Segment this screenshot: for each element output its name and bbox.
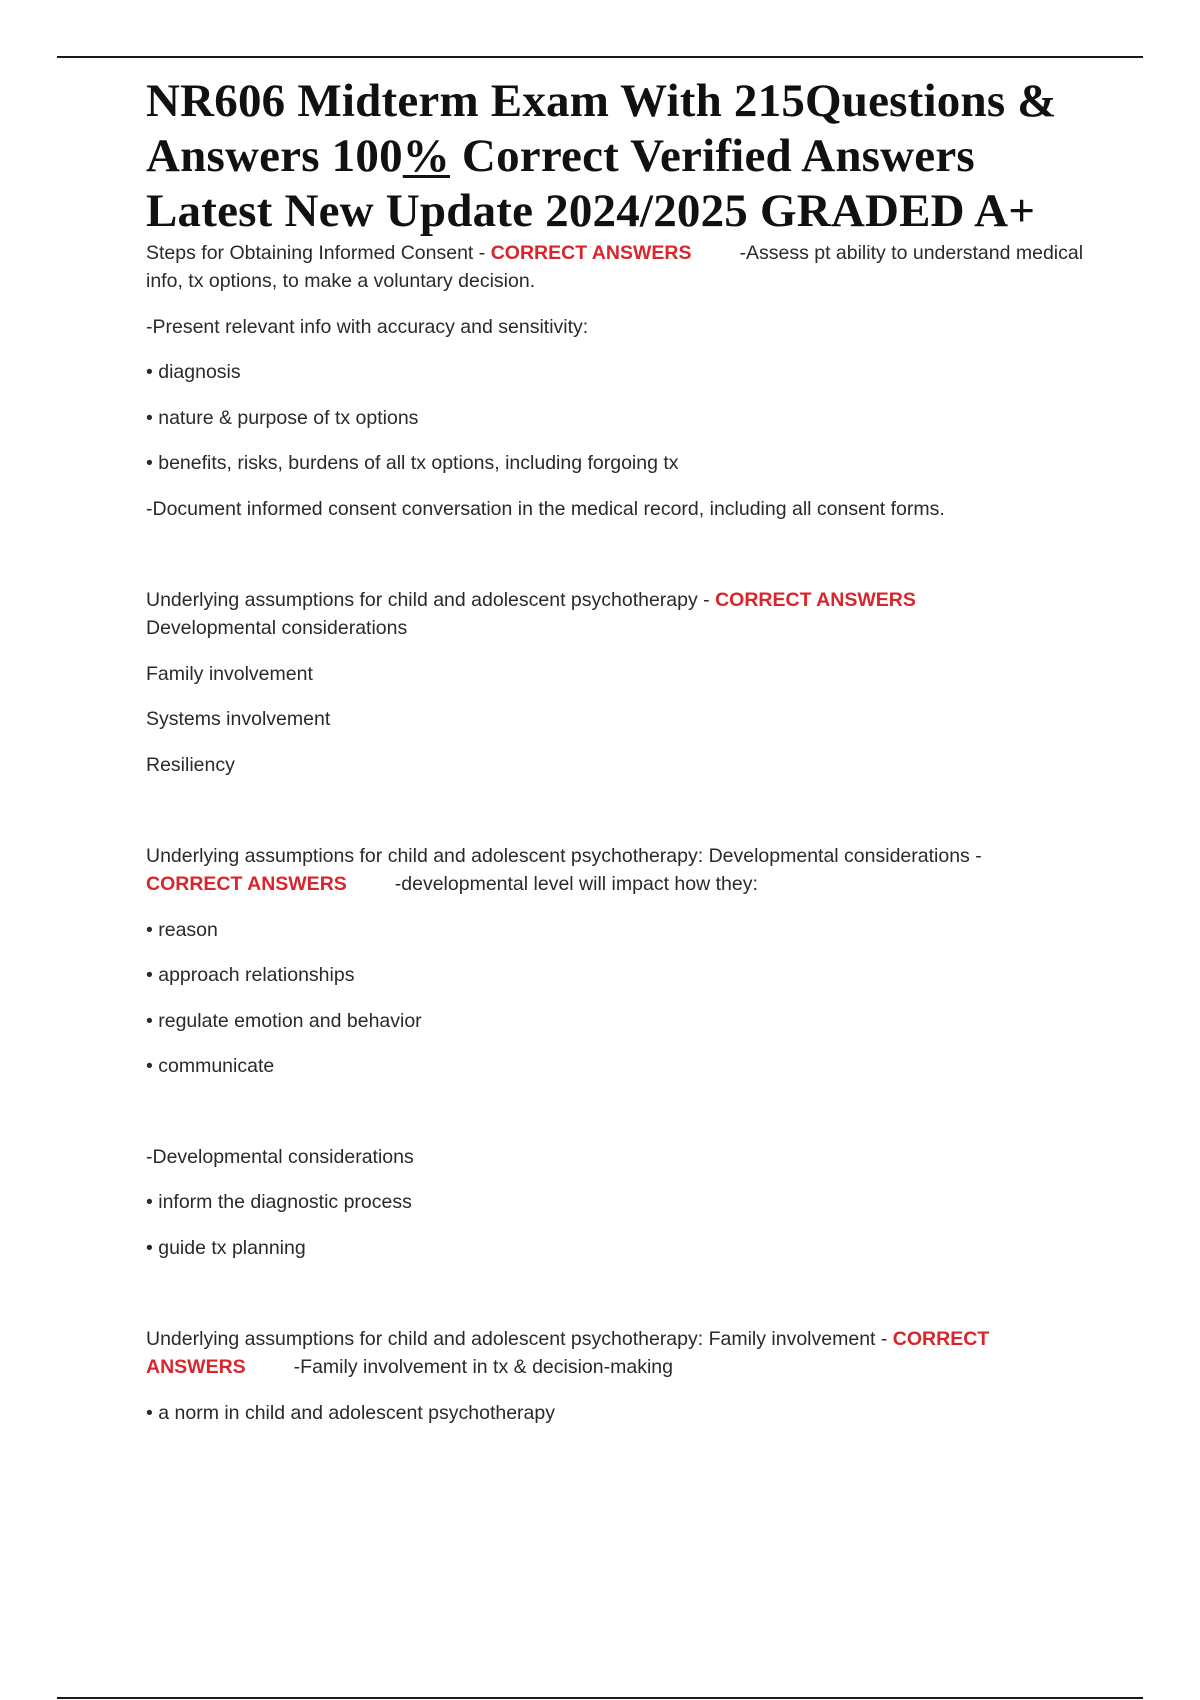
document-body: [146, 74, 1086, 1427]
question-4-answer-lead: -Family involvement in tx & decision-making: [293, 1356, 673, 1378]
answer-line: • regulate emotion and behavior: [146, 1010, 422, 1032]
question-1-prompt: Steps for Obtaining Informed Consent -: [146, 242, 491, 264]
answer-line: Systems involvement: [146, 708, 331, 730]
question-4-prompt: Underlying assumptions for child and adolescent psychotherapy: Family involvement -: [146, 1328, 893, 1350]
answer-line: • benefits, risks, burdens of all tx options, including forgoing tx: [146, 452, 679, 474]
title-text-2: Correct Verified Answers Latest New Update 2024/2025 GRADED A+: [146, 130, 1036, 237]
question-1-answer-lead: -Assess pt ability to understand medical info, tx options, to make a voluntary decision.: [146, 242, 1084, 292]
answer-line: • guide tx planning: [146, 1237, 306, 1259]
question-1: [146, 239, 1086, 295]
title-underlined-text: %: [402, 130, 450, 182]
question-2-answer-lead: Developmental considerations: [146, 617, 408, 639]
top-divider: [57, 56, 1143, 58]
question-4: [146, 1325, 1086, 1381]
document-title: [146, 74, 1086, 239]
answer-line: -Document informed consent conversation in the medical record, including all consent forms.: [146, 498, 945, 520]
question-3-answer-lead: -developmental level will impact how they:: [394, 873, 758, 895]
answer-line: • inform the diagnostic process: [146, 1191, 412, 1213]
question-3: [146, 842, 1086, 898]
answer-line: • a norm in child and adolescent psychotherapy: [146, 1402, 555, 1424]
bottom-divider: [57, 1697, 1143, 1699]
question-2: [146, 586, 1086, 642]
question-2-prompt: Underlying assumptions for child and adolescent psychotherapy -: [146, 589, 716, 611]
answer-line: • diagnosis: [146, 361, 241, 383]
correct-answers-label: CORRECT ANSWERS: [715, 589, 916, 611]
title-text-1: NR606 Midterm Exam With 215Questions & Answers 100: [146, 75, 1057, 182]
answer-line: Resiliency: [146, 754, 235, 776]
correct-answers-label-part-1: CORRECT: [892, 1328, 990, 1350]
answer-line: • nature & purpose of tx options: [146, 407, 419, 429]
answer-line: Family involvement: [146, 663, 313, 685]
correct-answers-label: CORRECT ANSWERS: [490, 242, 692, 264]
answer-line: -Developmental considerations: [146, 1146, 414, 1168]
question-3-prompt: Underlying assumptions for child and adolescent psychotherapy: Developmental considerations -: [146, 845, 982, 867]
correct-answers-label: CORRECT ANSWERS: [146, 873, 347, 895]
correct-answers-label-part-2: ANSWERS: [146, 1356, 246, 1378]
answer-line: • approach relationships: [146, 964, 355, 986]
answer-line: • communicate: [146, 1055, 275, 1077]
answer-line: -Present relevant info with accuracy and sensitivity:: [146, 316, 589, 338]
answer-line: • reason: [146, 919, 218, 941]
